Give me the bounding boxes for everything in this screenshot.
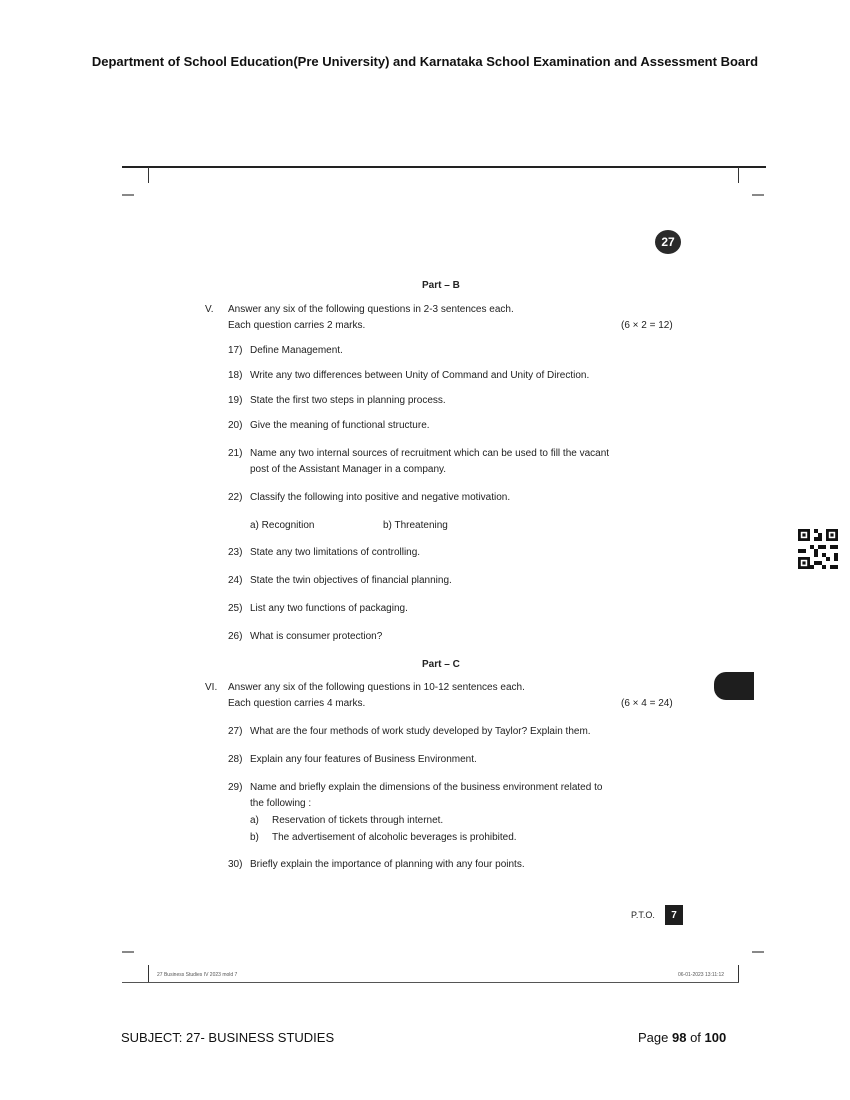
question-18: 18) Write any two differences between Unity of Command and Unity of Direction.	[228, 370, 590, 381]
question-23: 23) State any two limitations of controlling.	[228, 547, 421, 558]
bottom-rule	[122, 982, 739, 983]
question-26: 26) What is consumer protection?	[228, 631, 383, 642]
inner-page-number: 7	[665, 905, 683, 925]
print-slug-right: 06-01-2023 13:11:12	[678, 972, 725, 978]
part-b-instruction: Answer any six of the following questions in 2-3 sentences each.	[228, 304, 514, 315]
crop-tick	[148, 965, 149, 983]
question-20: 20) Give the meaning of functional structure.	[228, 420, 430, 431]
q29-sub-b: b) The advertisement of alcoholic beverages is prohibited.	[250, 832, 517, 843]
part-c-marks-note: Each question carries 4 marks.	[228, 698, 366, 709]
question-24: 24) State the twin objectives of financial planning.	[228, 575, 452, 586]
crop-tick	[738, 167, 739, 183]
part-b-marks-note: Each question carries 2 marks.	[228, 320, 366, 331]
board-header: Department of School Education(Pre University) and Karnataka School Examination and Assessment Board	[91, 54, 759, 69]
part-c-title: Part – C	[422, 659, 460, 670]
part-c-marks: (6 × 4 = 24)	[621, 698, 673, 709]
q22-option-b: b) Threatening	[383, 520, 448, 531]
qr-code-icon	[798, 529, 838, 569]
pto-label: P.T.O.	[631, 910, 655, 920]
question-28: 28) Explain any four features of Business Environment.	[228, 754, 477, 765]
crop-dash	[122, 194, 134, 196]
top-rule	[122, 166, 766, 168]
crop-dash	[122, 951, 134, 953]
question-21-line2: post of the Assistant Manager in a company.	[250, 464, 447, 475]
crop-tick	[738, 965, 739, 983]
page-badge: 27	[655, 230, 681, 254]
question-30: 30) Briefly explain the importance of planning with any four points.	[228, 859, 525, 870]
question-25: 25) List any two functions of packaging.	[228, 603, 408, 614]
crop-tick	[148, 167, 149, 183]
question-22: 22) Classify the following into positive and negative motivation.	[228, 492, 511, 503]
question-17: 17) Define Management.	[228, 345, 343, 356]
side-tab	[714, 672, 754, 700]
crop-dash	[752, 951, 764, 953]
part-c-instruction: Answer any six of the following questions in 10-12 sentences each.	[228, 682, 525, 693]
footer-subject: SUBJECT: 27- BUSINESS STUDIES	[121, 1030, 335, 1045]
part-b-marks: (6 × 2 = 12)	[621, 320, 673, 331]
q22-option-a: a) Recognition	[250, 520, 315, 531]
section-v-number: V.	[205, 304, 214, 315]
question-29-line2: the following :	[250, 798, 312, 809]
question-21: 21) Name any two internal sources of recruitment which can be used to fill the vacant	[228, 448, 610, 459]
question-27: 27) What are the four methods of work study developed by Taylor? Explain them.	[228, 726, 591, 737]
question-29: 29) Name and briefly explain the dimensions of the business environment related to	[228, 782, 603, 793]
question-19: 19) State the first two steps in planning process.	[228, 395, 446, 406]
section-vi-number: VI.	[205, 682, 218, 693]
part-b-title: Part – B	[422, 280, 460, 291]
q29-sub-a: a) Reservation of tickets through internet.	[250, 815, 444, 826]
print-slug-left: 27 Business Studies IV 2023 mold 7	[157, 972, 238, 978]
footer-page-number: Page 98 of 100	[638, 1030, 727, 1045]
crop-dash	[752, 194, 764, 196]
